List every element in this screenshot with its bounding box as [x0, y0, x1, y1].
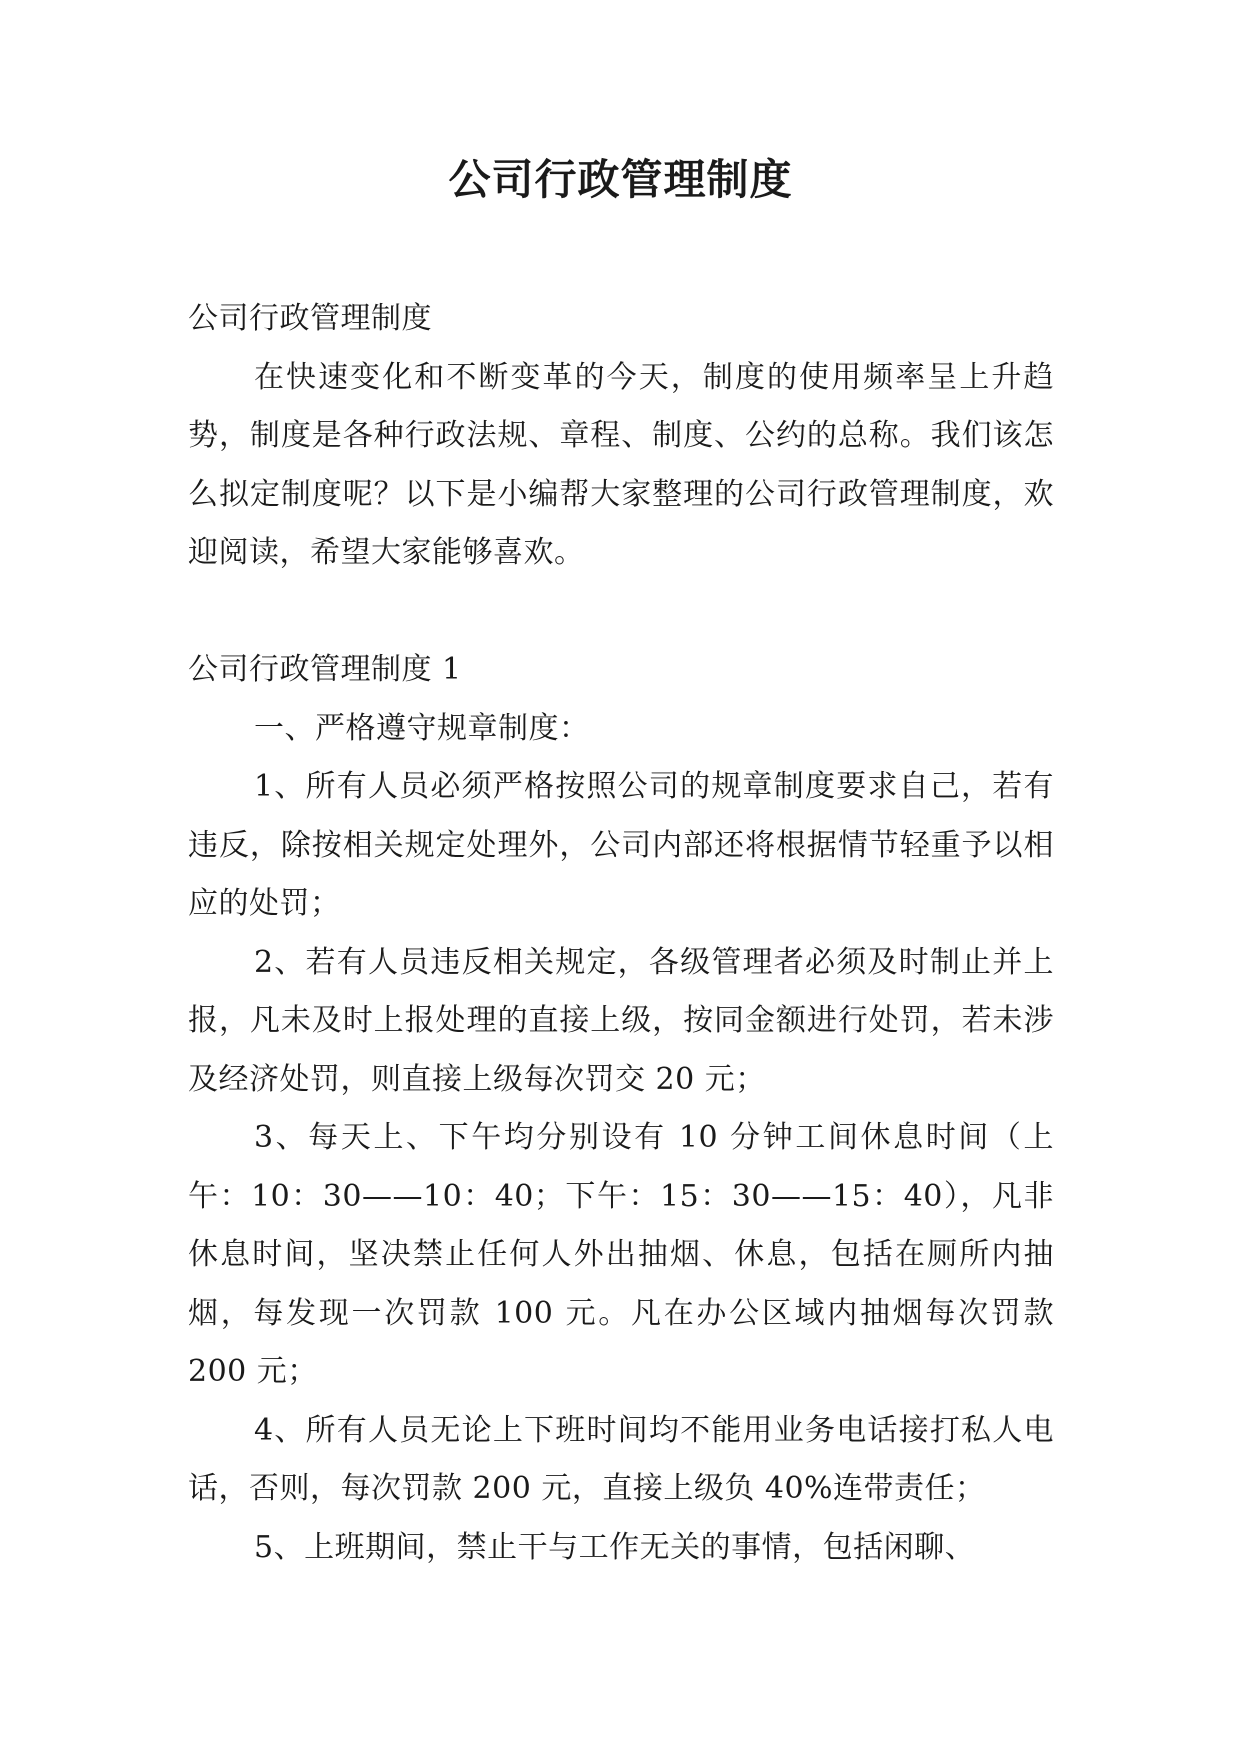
document-title: 公司行政管理制度	[448, 155, 793, 204]
document-body	[188, 290, 1054, 1577]
intro-paragraph: 在快速变化和不断变革的今天，制度的使用频率呈上升趋势，制度是各种行政法规、章程、制度、公约的总称。我们该怎么拟定制度呢？以下是小编帮大家整理的公司行政管理制度，欢迎阅读，希望大家能够喜欢。	[188, 359, 1054, 570]
rule-paragraph: 3、每天上、下午均分别设有 10 分钟工间休息时间（上午：10：30——10：40；下午：15：30——15：40），凡非休息时间，坚决禁止任何人外出抽烟、休息，包括在厕所内抽烟，每发现一次罚款 100 元。凡在办公区域内抽烟每次罚款 200 元；	[188, 1120, 1054, 1389]
rule-paragraph: 5、上班期间，禁止干与工作无关的事情，包括闲聊、	[254, 1529, 976, 1565]
section-heading: 公司行政管理制度 1	[188, 652, 462, 687]
rule-paragraph: 4、所有人员无论上下班时间均不能用业务电话接打私人电话，否则，每次罚款 200 元，直接上级负 40%连带责任；	[188, 1412, 1054, 1506]
rule-paragraph: 2、若有人员违反相关规定，各级管理者必须及时制止并上报，凡未及时上报处理的直接上级，按同金额进行处罚，若未涉及经济处罚，则直接上级每次罚交 20 元；	[188, 944, 1054, 1097]
rule-paragraph: 1、所有人员必须严格按照公司的规章制度要求自己，若有违反，除按相关规定处理外，公司内部还将根据情节轻重予以相应的处罚；	[188, 769, 1054, 921]
subsection-heading: 一、严格遵守规章制度：	[254, 710, 590, 746]
paragraph-spacer	[188, 583, 1054, 642]
section-heading: 公司行政管理制度	[188, 301, 432, 336]
